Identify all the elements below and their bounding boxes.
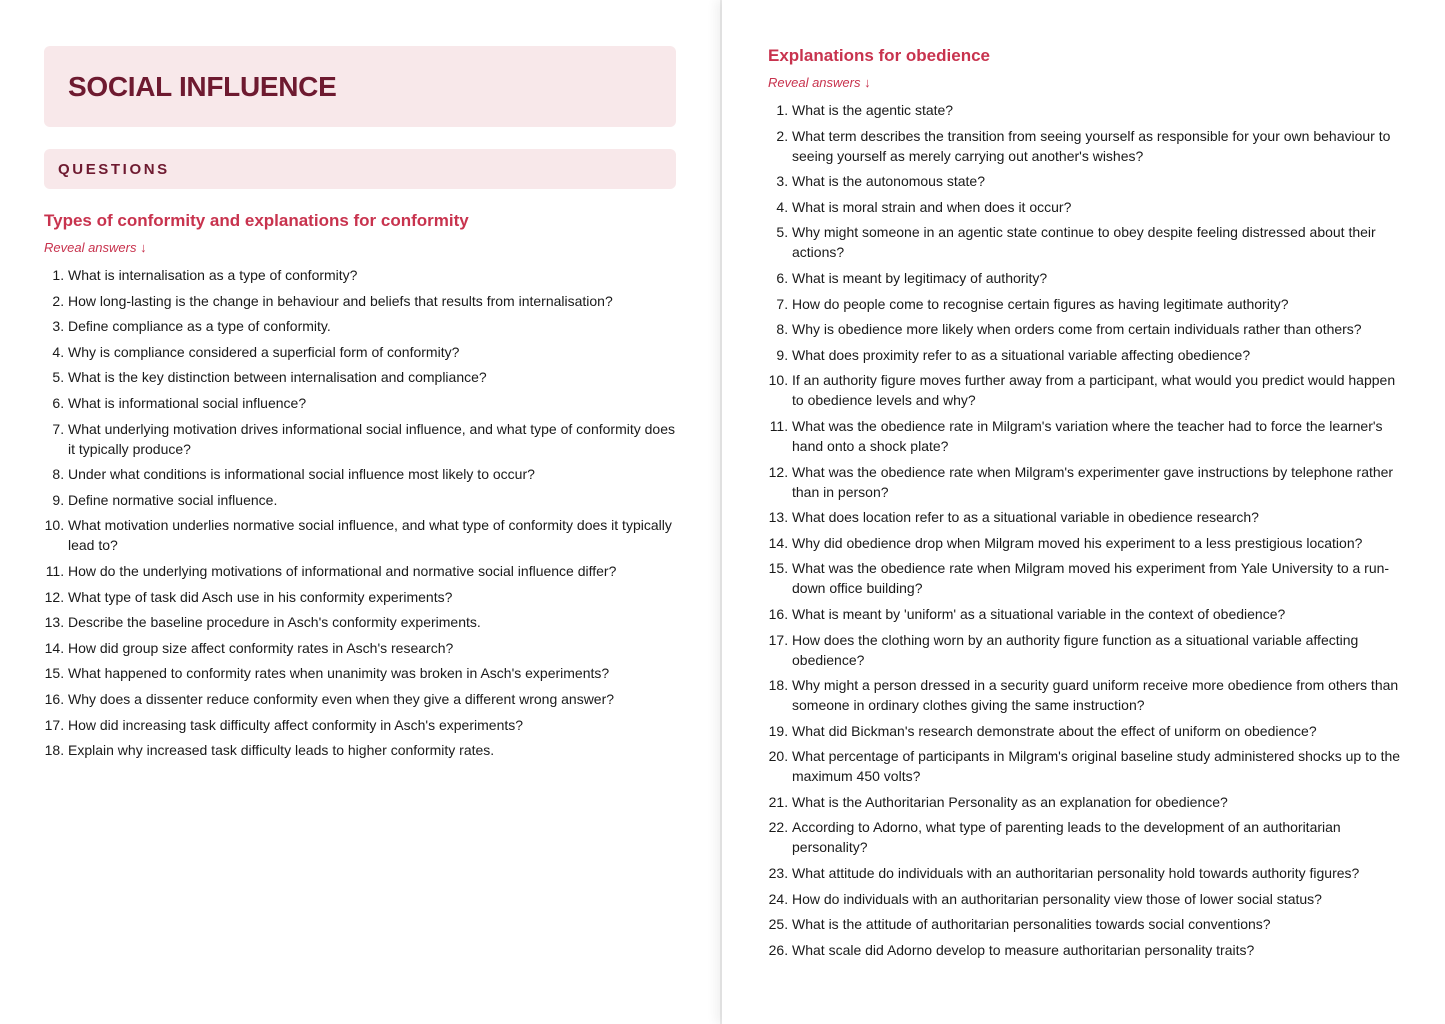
question-item: 9. Define normative social influence.	[68, 490, 676, 510]
question-item: 25. What is the attitude of authoritarian personalities towards social conventions?	[792, 914, 1405, 934]
question-item: 10. What motivation underlies normative social influence, and what type of conformity does it typically lead to?	[68, 515, 676, 555]
question-item: 8. Under what conditions is informational social influence most likely to occur?	[68, 464, 676, 484]
question-item: 7. What underlying motivation drives informational social influence, and what type of conformity does it typically produce?	[68, 419, 676, 459]
question-item: 19. What did Bickman's research demonstrate about the effect of uniform on obedience?	[792, 721, 1405, 741]
section-title-conformity: Types of conformity and explanations for conformity	[44, 211, 469, 230]
question-item: 10. If an authority figure moves further away from a participant, what would you predict would happen to obedience levels and why?	[792, 370, 1405, 410]
question-item: 13. Describe the baseline procedure in Asch's conformity experiments.	[68, 612, 676, 632]
question-list-conformity	[44, 265, 676, 760]
question-item: 12. What was the obedience rate when Milgram's experimenter gave instructions by telephone rather than in person?	[792, 462, 1405, 502]
question-item: 21. What is the Authoritarian Personality as an explanation for obedience?	[792, 792, 1405, 812]
question-item: 15. What happened to conformity rates when unanimity was broken in Asch's experiments?	[68, 663, 676, 683]
reveal-answers-link-conformity[interactable]: Reveal answers ↓	[44, 240, 147, 255]
question-item: 18. Why might a person dressed in a security guard uniform receive more obedience from others than someone in ordinary clothes giving the same instruction?	[792, 675, 1405, 715]
question-item: 16. Why does a dissenter reduce conformity even when they give a different wrong answer?	[68, 689, 676, 709]
question-item: 6. What is informational social influence?	[68, 393, 676, 413]
question-item: 23. What attitude do individuals with an authoritarian personality hold towards authority figures?	[792, 863, 1405, 883]
question-item: 8. Why is obedience more likely when orders come from certain individuals rather than others?	[792, 319, 1405, 339]
question-list-obedience	[768, 100, 1405, 960]
questions-header	[44, 149, 676, 189]
question-item: 3. What is the autonomous state?	[792, 171, 1405, 191]
question-item: 17. How did increasing task difficulty affect conformity in Asch's experiments?	[68, 715, 676, 735]
question-item: 1. What is the agentic state?	[792, 100, 1405, 120]
question-item: 22. According to Adorno, what type of parenting leads to the development of an authoritarian personality?	[792, 817, 1405, 857]
question-item: 2. How long-lasting is the change in behaviour and beliefs that results from internalisation?	[68, 291, 676, 311]
question-item: 18. Explain why increased task difficulty leads to higher conformity rates.	[68, 740, 676, 760]
question-item: 7. How do people come to recognise certain figures as having legitimate authority?	[792, 294, 1405, 314]
question-item: 12. What type of task did Asch use in his conformity experiments?	[68, 587, 676, 607]
reveal-answers-link-obedience[interactable]: Reveal answers ↓	[768, 75, 871, 90]
question-item: 5. What is the key distinction between internalisation and compliance?	[68, 367, 676, 387]
section-title-obedience: Explanations for obedience	[768, 46, 990, 65]
question-item: 17. How does the clothing worn by an authority figure function as a situational variable affecting obedience?	[792, 630, 1405, 670]
question-item: 16. What is meant by 'uniform' as a situational variable in the context of obedience?	[792, 604, 1405, 624]
question-item: 14. Why did obedience drop when Milgram moved his experiment to a less prestigious location?	[792, 533, 1405, 553]
question-item: 24. How do individuals with an authoritarian personality view those of lower social status?	[792, 889, 1405, 909]
question-item: 3. Define compliance as a type of conformity.	[68, 316, 676, 336]
question-item: 11. How do the underlying motivations of informational and normative social influence differ?	[68, 561, 676, 581]
question-item: 13. What does location refer to as a situational variable in obedience research?	[792, 507, 1405, 527]
question-item: 6. What is meant by legitimacy of authority?	[792, 268, 1405, 288]
page-left	[0, 0, 720, 1024]
page-title: SOCIAL INFLUENCE	[68, 70, 337, 102]
question-item: 4. What is moral strain and when does it occur?	[792, 197, 1405, 217]
question-item: 11. What was the obedience rate in Milgram's variation where the teacher had to force the learner's hand onto a shock plate?	[792, 416, 1405, 456]
question-item: 1. What is internalisation as a type of conformity?	[68, 265, 676, 285]
question-item: 15. What was the obedience rate when Milgram moved his experiment from Yale University to a run-down office building?	[792, 558, 1405, 598]
questions-header-label: QUESTIONS	[58, 160, 170, 178]
question-item: 4. Why is compliance considered a superficial form of conformity?	[68, 342, 676, 362]
question-item: 26. What scale did Adorno develop to measure authoritarian personality traits?	[792, 940, 1405, 960]
page-right	[722, 0, 1445, 1024]
question-item: 9. What does proximity refer to as a situational variable affecting obedience?	[792, 345, 1405, 365]
question-item: 5. Why might someone in an agentic state continue to obey despite feeling distressed about their actions?	[792, 222, 1405, 262]
question-item: 14. How did group size affect conformity rates in Asch's research?	[68, 638, 676, 658]
question-item: 2. What term describes the transition from seeing yourself as responsible for your own behaviour to seeing yourself as merely carrying out another's wishes?	[792, 126, 1405, 166]
question-item: 20. What percentage of participants in Milgram's original baseline study administered shocks up to the maximum 450 volts?	[792, 746, 1405, 786]
title-banner	[44, 46, 676, 127]
